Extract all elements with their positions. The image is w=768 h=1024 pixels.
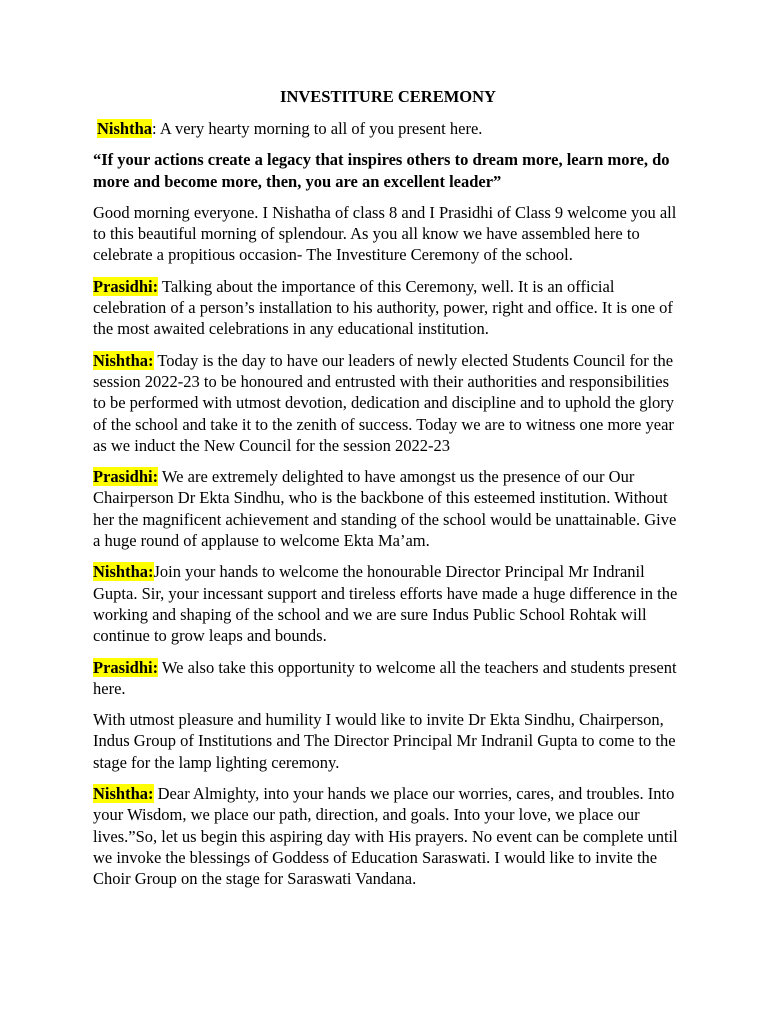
quote-text: “If your actions create a legacy that inspires others to dream more, learn more, do more and become more, then, you are an excellent leader”: [93, 150, 670, 191]
paragraph-prasidhi-2: [93, 466, 683, 551]
paragraph-text: Today is the day to have our leaders of newly elected Students Council for the session 2022-23 to be honoured and entrusted with their authorities and responsibilities to be performed with utmost devotion, dedication and discipline and to uphold the glory of the school and take it to the zenith of success. Today we are to witness one more year as we induct the New Council for the session 2022-23: [93, 350, 675, 455]
paragraph-text: Talking about the importance of this Ceremony, well. It is an official celebration of a person’s installation to his authority, power, right and office. It is one of the most awaited celebrations in any educational institution.: [93, 276, 673, 339]
paragraph-text: Dear Almighty, into your hands we place our worries, cares, and troubles. Into your Wisdom, we place our path, direction, and goals. Into your love, we place our lives.”So, let us begin this aspiring day with His prayers. No event can be complete until we invoke the blessings of Goddess of Education Saraswati. I would like to invite the Choir Group on the stage for Saraswati Vandana.: [93, 784, 678, 889]
paragraph-nishtha-2: [93, 561, 683, 646]
paragraph-quote: [93, 149, 683, 192]
paragraph-text: Join your hands to welcome the honourable Director Principal Mr Indranil Gupta. Sir, your incessant support and tireless efforts have made a huge difference in the working and shaping of the school and we are sure Indus Public School Rohtak will continue to grow leaps and bounds.: [93, 562, 678, 646]
paragraph-prasidhi-3: [93, 657, 683, 700]
speaker-label: Nishtha:: [93, 350, 154, 370]
paragraph-nishtha-3: [93, 783, 683, 889]
speaker-separator: :: [152, 119, 157, 138]
speaker-label: Prasidhi:: [93, 276, 159, 296]
paragraph-nishtha-1: [93, 350, 683, 456]
speaker-label: Prasidhi:: [93, 467, 159, 487]
speaker-label: Prasidhi:: [93, 657, 159, 677]
paragraph-text: We are extremely delighted to have amongst us the presence of our Our Chairperson Dr Ekta Sindhu, who is the backbone of this esteemed institution. Without her the magnificent achievement and standing of the school would be unattainable. Give a huge round of applause to welcome Ekta Ma’am.: [93, 467, 677, 551]
document-title: INVESTITURE CEREMONY: [280, 87, 496, 106]
speaker-label: Nishtha:: [93, 784, 154, 804]
document-page: [93, 86, 683, 900]
paragraph-invitation: [93, 709, 683, 773]
paragraph-text: We also take this opportunity to welcome all the teachers and students present here.: [93, 657, 677, 698]
paragraph-welcome: [93, 202, 683, 266]
paragraph-greeting: [93, 118, 683, 139]
paragraph-text: With utmost pleasure and humility I would like to invite Dr Ekta Sindhu, Chairperson, Indus Group of Institutions and The Director Principal Mr Indranil Gupta to come to the stage for the lamp lighting ceremony.: [93, 710, 676, 772]
paragraph-prasidhi-1: [93, 276, 683, 340]
paragraph-text: A very hearty morning to all of you present here.: [156, 119, 483, 138]
speaker-label: Nishtha:: [93, 562, 154, 582]
paragraph-text: Good morning everyone. I Nishatha of class 8 and I Prasidhi of Class 9 welcome you all to this beautiful morning of splendour. As you all know we have assembled here to celebrate a propitious occasion- The Investiture Ceremony of the school.: [93, 202, 677, 265]
speaker-label: Nishtha: [97, 119, 153, 138]
